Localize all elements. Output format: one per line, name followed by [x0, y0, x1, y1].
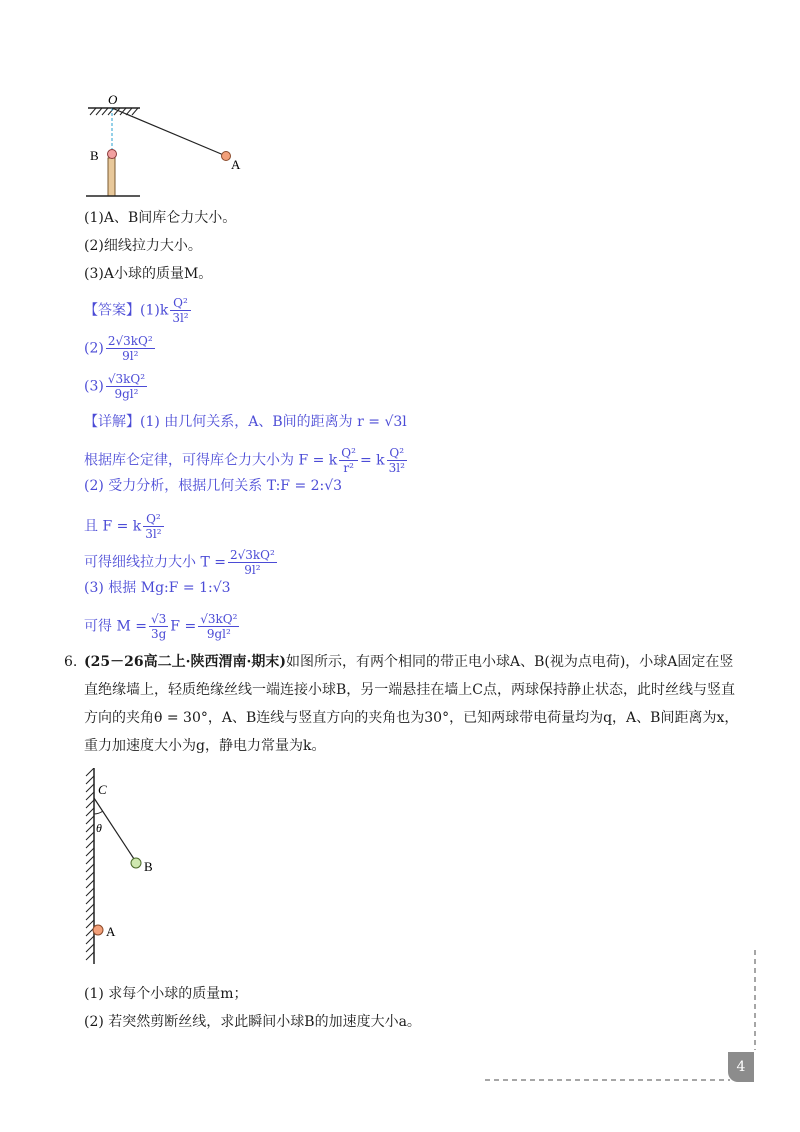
- label-c: C: [98, 782, 107, 797]
- answer-tag: 【答案】: [84, 302, 140, 319]
- fraction: $\frac{\text{Q²}}{\text{3l²}}$: [388, 446, 405, 475]
- fraction: $\frac{\text{Q²}}{\text{r²}}$: [341, 446, 356, 475]
- ball-b: [108, 150, 117, 159]
- insulating-rod: [108, 158, 115, 196]
- q6-part-1: (1) 求每个小球的质量m；: [84, 986, 248, 1002]
- fraction: $\frac{√3}{3g}$: [150, 612, 167, 641]
- fraction: $\frac{\text{√3kQ²}}{\text{9gl²}}$: [200, 612, 238, 641]
- detail-line-3: (2) 受力分析，根据几何关系 T:F = 2:√3: [84, 478, 343, 494]
- answer-1: 【答案】(1)k $\frac{\text{Q²}}{\text{3l²}}$: [84, 296, 189, 325]
- q6-source: (25－26高二上·陕西渭南·期末): [84, 654, 286, 670]
- q6-number: 6.: [64, 654, 78, 670]
- label-b: B: [90, 148, 99, 163]
- label-o: O: [108, 92, 118, 107]
- fraction: $\frac{\text{√3kQ²}}{\text{9gl²}}$: [107, 372, 146, 401]
- fraction: $\frac{\text{2√3kQ²}}{\text{9l²}}$: [229, 548, 275, 577]
- detail-line-7: 可得 M = $\frac{√3}{3g}$ F = $\frac{\text{√3kQ²}}{\text{9gl²}}$: [84, 612, 238, 641]
- figure-1-diagram: [80, 90, 280, 202]
- detail-line-4: 且 F = k $\frac{\text{Q²}}{\text{3l²}}$: [84, 512, 162, 541]
- q5-part-2: (2)细线拉力大小。: [84, 238, 202, 254]
- detail-tag: 【详解】: [84, 414, 140, 430]
- detail-line-2: 根据库仑定律，可得库仑力大小为 F = k $\frac{\text{Q²}}{\text{r²}}$ = k $\frac{\text{Q²}}{\text{3l²}}$: [84, 446, 405, 475]
- page-number: 4: [728, 1052, 754, 1082]
- ball-a: [222, 152, 231, 161]
- detail-line-1: 【详解】(1) 由几何关系，A、B间的距离为 r = √3l: [84, 414, 407, 430]
- detail-line-6: (3) 根据 Mg:F = 1:√3: [84, 580, 231, 596]
- detail-line-5: 可得细线拉力大小 T = $\frac{\text{2√3kQ²}}{\text{9l²}}$: [84, 548, 275, 577]
- figure-2-diagram: [80, 768, 180, 968]
- q5-part-3: (3)A小球的质量M。: [84, 266, 213, 282]
- q5-part-1: (1)A、B间库仑力大小。: [84, 210, 237, 226]
- label-theta: θ: [96, 821, 102, 835]
- answer-2: (2) $\frac{\text{2√3kQ²}}{\text{9l²}}$: [84, 334, 153, 363]
- ball-a: [93, 925, 103, 935]
- angle-arc: [94, 811, 103, 814]
- ball-b: [131, 858, 141, 868]
- label-a: A: [106, 924, 116, 939]
- label-b: B: [144, 859, 153, 874]
- string-line: [112, 108, 226, 156]
- fraction: $\frac{\text{Q²}}{\text{3l²}}$: [172, 296, 189, 325]
- q6-stem: [84, 648, 744, 760]
- label-a: A: [231, 157, 241, 172]
- answer-3: (3) $\frac{\text{√3kQ²}}{\text{9gl²}}$: [84, 372, 146, 401]
- q6-part-2: (2) 若突然剪断丝线，求此瞬间小球B的加速度大小a。: [84, 1014, 421, 1030]
- q6-text: 如图所示，有两个相同的带正电小球A、B(视为点电荷)，小球A固定在竖直绝缘墙上，轻质绝缘丝线一端连接小球B，另一端悬挂在墙上C点，两球保持静止状态，此时丝线与竖直方向的夹角θ = 30°，A、B连线与竖直方向的夹角也为30°，已知两球带电荷量均为q，A、B间距离为x，重力加速度大小为g，静电力常量为k。: [84, 654, 739, 754]
- fraction: $\frac{\text{2√3kQ²}}{\text{9l²}}$: [107, 334, 153, 363]
- fraction: $\frac{\text{Q²}}{\text{3l²}}$: [145, 512, 162, 541]
